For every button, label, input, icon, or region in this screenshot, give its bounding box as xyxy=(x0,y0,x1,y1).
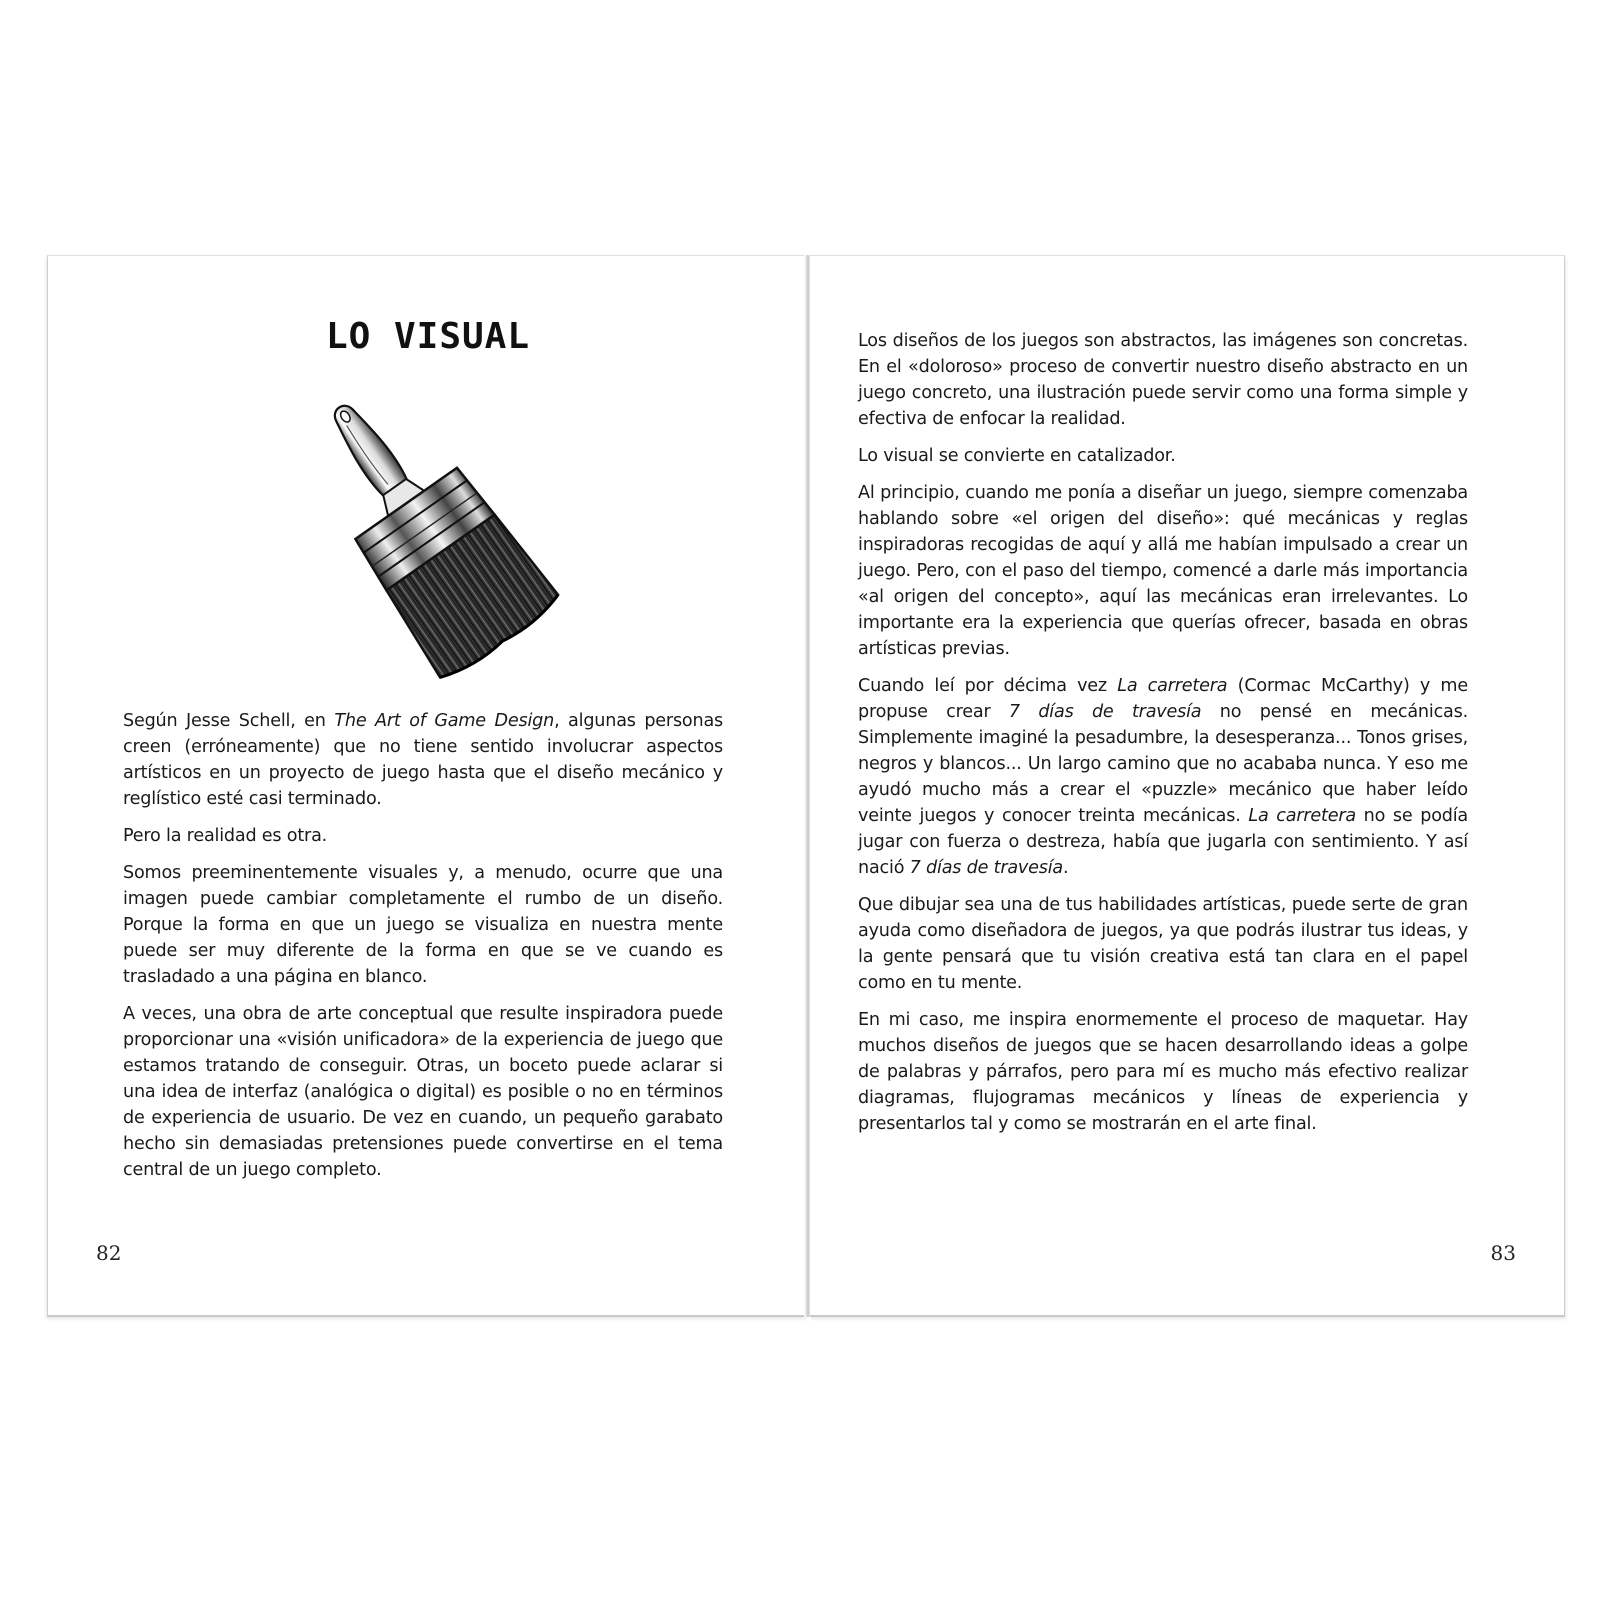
italic-title: 7 días de travesía xyxy=(909,858,1064,878)
left-page-text xyxy=(123,708,723,1194)
paragraph: En mi caso, me inspira enormemente el proceso de maquetar. Hay muchos diseños de juegos que se hacen desarrollando ideas a golpe de palabras y párrafos, pero para mí es mucho más efectivo realizar diagramas, flujogramas mecánicos y líneas de experiencia y presentarlos tal y como se mostrarán en el arte final. xyxy=(858,1010,1468,1134)
paragraph: Pero la realidad es otra. xyxy=(123,826,328,846)
page-number-left: 82 xyxy=(96,1241,122,1265)
paintbrush-icon xyxy=(278,396,578,696)
paragraph: A veces, una obra de arte conceptual que resulte inspiradora puede proporcionar una «visión unificadora» de la experiencia de juego que estamos tratando de conseguir. Otras, un boceto puede aclarar si una idea de interfaz (analógica o digital) es posible o no en términos de experiencia de usuario. De vez en cuando, un pequeño garabato hecho sin demasiadas pretensiones puede convertirse en el tema central de un juego completo. xyxy=(123,1004,723,1180)
right-page xyxy=(810,255,1565,1317)
paragraph: Somos preeminentemente visuales y, a menudo, ocurre que una imagen puede cambiar completamente el rumbo de un diseño. Porque la forma en que un juego se visualiza en nuestra mente puede ser muy diferente de la forma en que se ve cuando es trasladado a una página en blanco. xyxy=(123,863,723,987)
paragraph: Lo visual se convierte en catalizador. xyxy=(858,446,1176,466)
left-page xyxy=(47,255,807,1317)
open-book xyxy=(47,255,1565,1320)
right-page-text xyxy=(858,328,1468,1148)
chapter-title: LO VISUAL xyxy=(325,316,531,357)
italic-title: La carretera xyxy=(1248,806,1356,826)
paragraph: Que dibujar sea una de tus habilidades artísticas, puede serte de gran ayuda como diseñadora de juegos, ya que podrás ilustrar tus ideas, y la gente pensará que tu visión creativa está tan clara en el papel como en tu mente. xyxy=(858,895,1468,993)
paragraph: Los diseños de los juegos son abstractos, las imágenes son concretas. En el «doloroso» proceso de convertir nuestro diseño abstracto en un juego concreto, una ilustración puede servir como una forma simple y efectiva de enfocar la realidad. xyxy=(858,331,1468,429)
italic-title: 7 días de travesía xyxy=(1008,702,1202,722)
italic-title: La carretera xyxy=(1117,676,1228,696)
paragraph: Cuando leí por décima vez La carretera (Cormac McCarthy) y me propuse crear 7 días de travesía no pensé en mecánicas. Simplemente imaginé la pesadumbre, la desesperanza... Tonos grises, negros y blancos... Un largo camino que no acababa nunca. Y eso me ayudó mucho más a crear el «puzzle» mecánico que haber leído veinte juegos y conocer treinta mecánicas. La carretera no se podía jugar con fuerza o destreza, había que jugarla con sentimiento. Y así nació 7 días de travesía. xyxy=(858,676,1468,878)
paragraph: Según Jesse Schell, en The Art of Game Design, algunas personas creen (erróneamente) que no tiene sentido involucrar aspectos artísticos en un proyecto de juego hasta que el diseño mecánico y reglístico esté casi terminado. xyxy=(123,711,723,809)
italic-title: The Art of Game Design xyxy=(334,711,555,731)
page-number-right: 83 xyxy=(1490,1241,1516,1265)
paragraph: Al principio, cuando me ponía a diseñar un juego, siempre comenzaba hablando sobre «el origen del diseño»: qué mecánicas y reglas inspiradoras recogidas de aquí y allá me habían impulsado a crear un juego. Pero, con el paso del tiempo, comencé a darle más importancia «al origen del concepto», aquí las mecánicas eran irrelevantes. Lo importante era la experiencia que querías ofrecer, basada en obras artísticas previas. xyxy=(858,483,1468,659)
